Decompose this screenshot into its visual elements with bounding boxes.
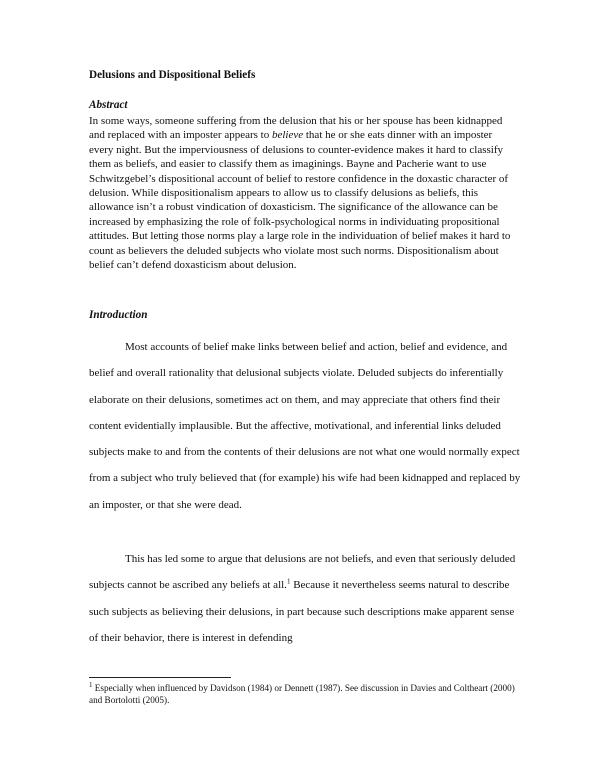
footnote-divider [89, 677, 231, 678]
introduction-paragraph-1 [89, 334, 521, 518]
abstract-text-part-1: In some ways, someone suffering from the delusion that his or her spouse has been kidnapped and replaced with an imposter appears to [89, 115, 503, 142]
introduction-paragraph-1-text: Most accounts of belief make links between belief and action, belief and evidence, and belief and overall rationality that delusional subjects violate. Deluded subjects do inferentially elaborate on their delusions, sometimes act on them, and may appreciate that others find their content evidentially implausible. But the affective, motivational, and inferential links deluded subjects make to and from the contents of their delusions are not what one would normally expect from a subject who truly believed that (for example) his wife had been kidnapped and replaced by an imposter, or that she were dead. [89, 341, 521, 511]
footnote-text: Especially when influenced by Davidson (1984) or Dennett (1987). See discussion in Davies and Coltheart (2000) and Bortolotti (2005). [89, 683, 515, 706]
introduction-paragraph-2-text-b: Because it nevertheless seems natural to describe such subjects as believing their delusions, in part because such descriptions make apparent sense of their behavior, there is interest in defending [89, 579, 515, 644]
footnote-marker: 1 [89, 680, 93, 689]
abstract-heading: Abstract [89, 99, 128, 111]
introduction-paragraph-2-text-a: This has led some to argue that delusions are not beliefs, and even that seriously deluded subjects cannot be ascribed any beliefs at all. [89, 553, 516, 592]
introduction-heading: Introduction [89, 309, 148, 321]
abstract-text [89, 114, 519, 272]
footnote-reference-marker: 1 [286, 577, 291, 586]
footnote [89, 682, 519, 707]
paper-title: Delusions and Dispositional Beliefs [89, 69, 256, 81]
abstract-text-part-2: that he or she eats dinner with an imposter every night. But the imperviousness of delusions to counter-evidence makes it hard to classify them as beliefs, and easier to classify them as imaginings. Bayne and Pacherie want to use Schwitzgebel’s dispositional account of belief to restore confidence in the doxastic character of delusion. While dispositionalism appears to allow us to classify delusions as beliefs, this allowance isn’t a robust vindication of doxasticism. The significance of the allowance can be increased by emphasizing the role of folk-psychological norms in individuating propositional attitudes. But letting those norms play a large role in the individuation of belief makes it hard to count as believers the deluded subjects who violate most such norms. Dispositionalism about belief can’t defend doxasticism about delusion. [89, 129, 511, 272]
introduction-paragraph-2 [89, 546, 521, 651]
abstract-emphasis: believe [271, 129, 304, 142]
